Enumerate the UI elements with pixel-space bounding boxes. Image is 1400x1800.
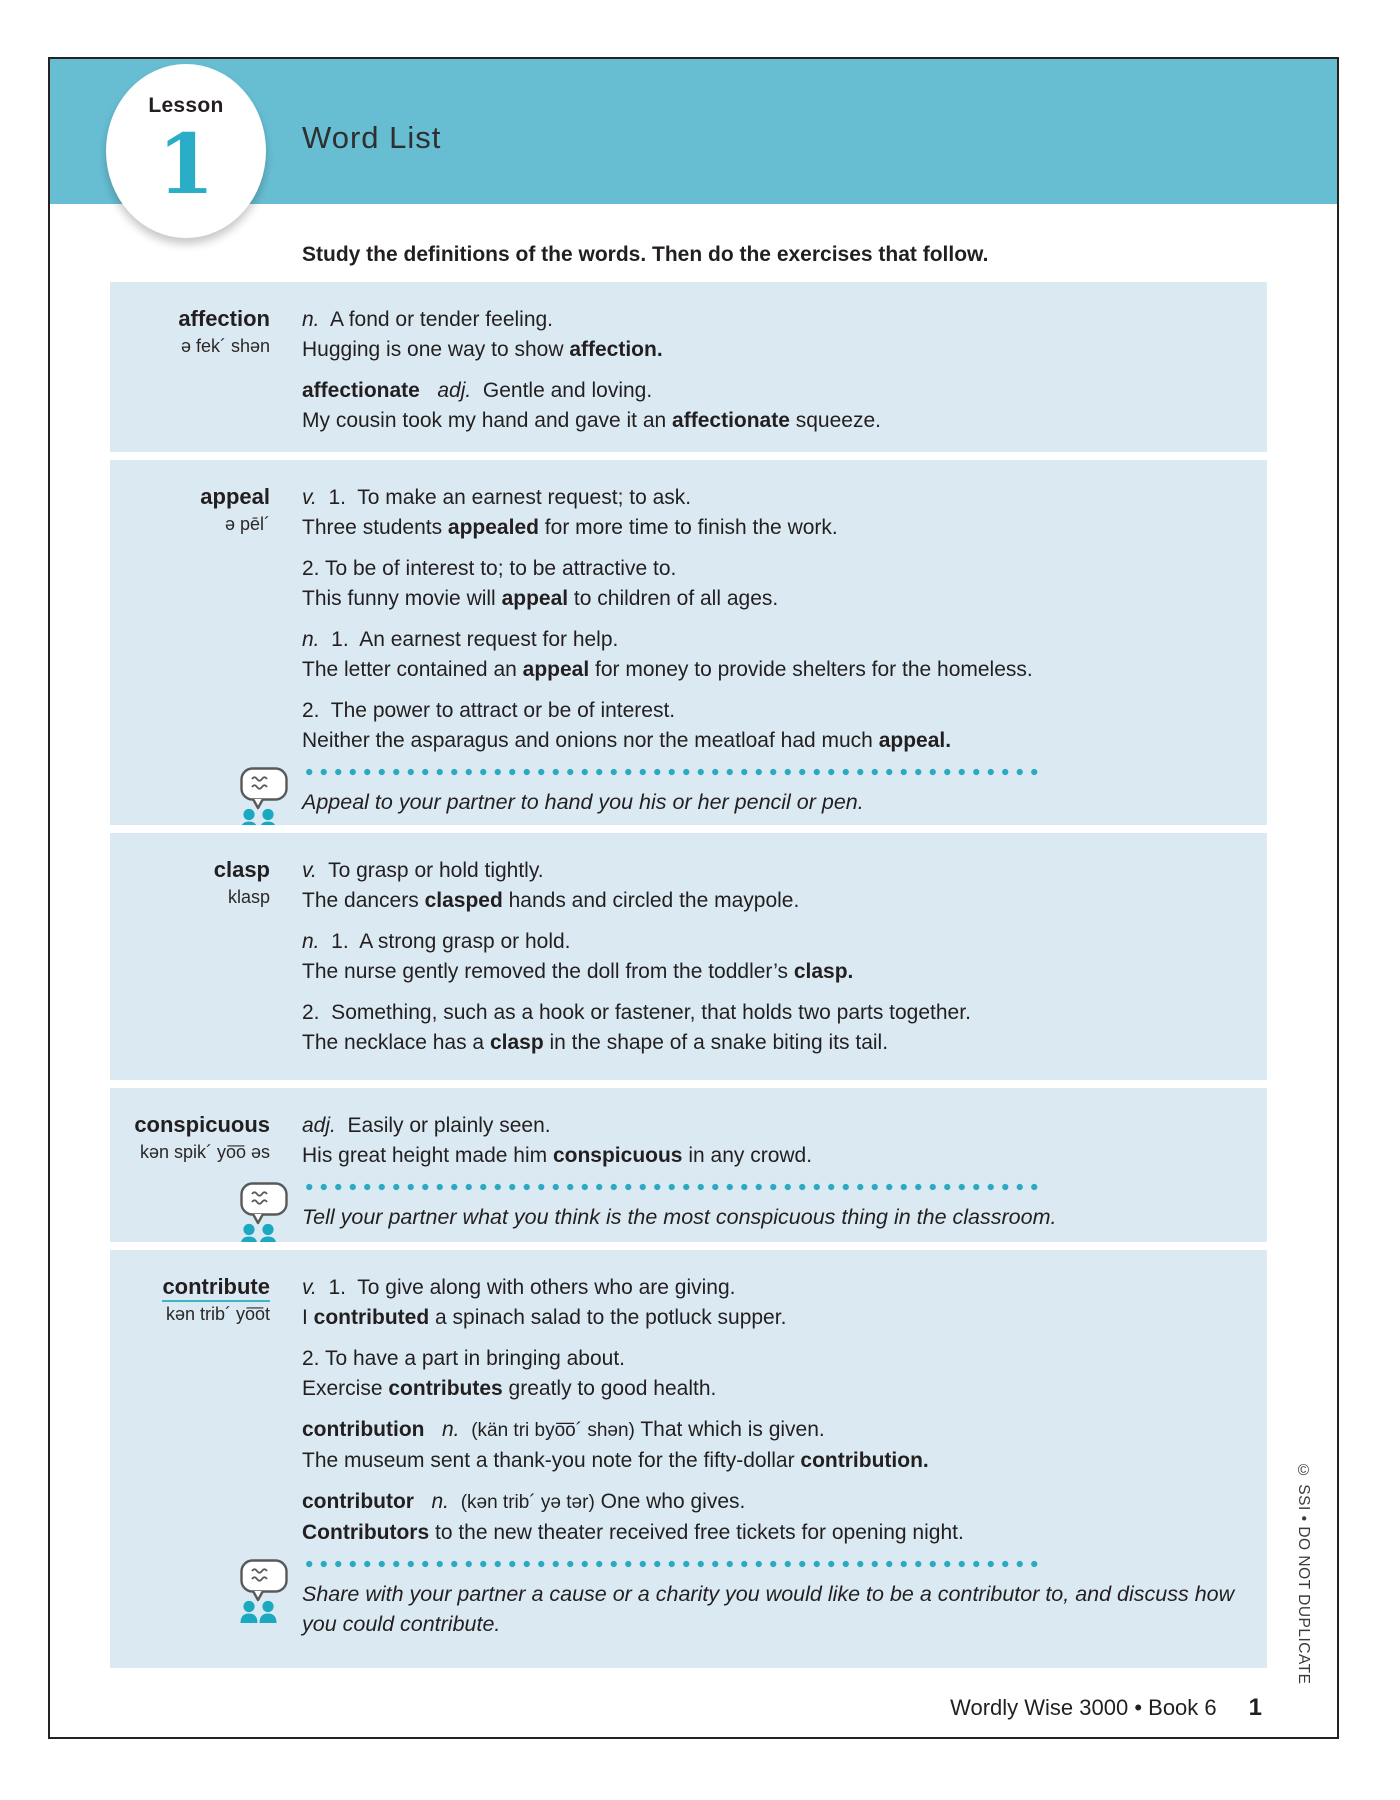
text-segment: n. [302,628,320,651]
text-segment: appeal. [878,729,952,752]
text-segment: contributed [313,1306,430,1329]
text-segment: Contributors [302,1521,430,1544]
text-segment: To grasp or hold tightly. [316,859,544,882]
entry-content [302,1250,1243,1653]
word-entry [110,282,1267,452]
text-segment: 1. A strong grasp or hold. [319,930,571,953]
pronunciation: kən trib´ yo͞ot [165,1304,270,1324]
partner-activity-text: Share with your partner a cause or a charity you would like to be a contributor to, and discuss how you could contribute. [302,1582,1235,1636]
text-segment: for more time to finish the work. [538,516,838,539]
dotted-separator [302,767,1040,777]
page-title: Word List [302,120,442,155]
headword: affection [178,306,270,331]
text-segment: greatly to good health. [502,1377,717,1400]
text-segment: appealed [447,516,539,539]
entry-content [302,460,1243,825]
definition-line [302,406,1243,436]
text-segment: in any crowd. [682,1144,813,1167]
partner-activity [302,767,1243,825]
text-segment: Exercise [302,1377,389,1400]
text-segment: Neither the asparagus and onions nor the meatloaf had much [302,729,879,752]
lesson-label: Lesson [148,94,224,117]
definition-paragraph [302,376,1243,436]
text-segment: to the new theater received free tickets for opening night. [429,1521,964,1544]
pronunciation: ə pēl´ [224,514,270,534]
text-segment: affection. [569,338,663,361]
headword [110,1273,270,1301]
text-segment: contributes [388,1377,503,1400]
text-segment: 1. To give along with others who are giving. [316,1276,736,1299]
headword-block [110,1111,270,1165]
definition-line [302,655,1243,685]
text-segment: The necklace has a [302,1031,490,1054]
text-segment: clasp [489,1031,544,1054]
definition-line [302,1344,1243,1374]
entry-content [302,282,1243,452]
headword-block [110,856,270,910]
headword: clasp [213,857,270,882]
text-segment: One who gives. [594,1490,746,1513]
text-segment [449,1490,461,1513]
definition-paragraph [302,1415,1243,1476]
definition-line [302,1415,1243,1446]
definition-line [302,927,1243,957]
partner-activity-text: Appeal to your partner to hand you his or her pencil or pen. [302,790,864,814]
text-segment: n. [442,1418,460,1441]
definition-line [302,1303,1243,1333]
text-segment: (kən trib´ yə tər) [460,1492,595,1513]
text-segment: v. [302,1276,317,1299]
text-segment: This funny movie will [302,587,502,610]
text-segment: affectionate [302,379,420,402]
text-segment: contributor [302,1490,414,1513]
headword-block [110,483,270,537]
headword-block [110,305,270,359]
text-segment: conspicuous [552,1144,683,1167]
definition-line [302,625,1243,655]
partner-discussion-icon [238,1559,290,1623]
text-segment: adj. [437,379,472,402]
text-segment: n. [431,1490,450,1513]
text-segment: 2. The power to attract or be of interest. [302,699,676,722]
word-entry [110,1088,1267,1242]
text-segment: squeeze. [789,409,881,432]
text-segment [424,1418,442,1441]
definition-line [302,335,1243,365]
text-segment: v. [302,486,317,509]
definition-paragraph [302,1344,1243,1404]
headword-underlined: contribute [162,1274,270,1302]
definition-paragraph [302,483,1243,543]
text-segment: His great height made him [302,1144,553,1167]
text-segment: (kän tri byo͞o´ shən) [471,1420,635,1441]
text-segment: contribution. [800,1449,929,1472]
text-segment: The nurse gently removed the doll from the toddler’s [302,960,794,983]
definition-line [302,998,1243,1028]
word-entry [110,833,1267,1080]
partner-discussion-icon [238,1182,290,1242]
definition-line [302,1446,1243,1476]
definition-line [302,696,1243,726]
text-segment: to children of all ages. [568,587,779,610]
pronunciation: ə fek´ shən [180,336,270,356]
text-segment: hands and circled the maypole. [502,889,800,912]
dotted-separator [302,1182,1040,1192]
definition-line [302,483,1243,513]
pronunciation: kən spik´ yo͞o əs [139,1142,270,1162]
definition-line [302,957,1243,987]
text-segment: 1. An earnest request for help. [319,628,619,651]
text-segment: appeal [501,587,569,610]
text-segment: 2. To have a part in bringing about. [302,1347,626,1370]
page-footer [950,1694,1262,1722]
definition-line [302,856,1243,886]
pronunciation: klasp [227,887,270,907]
partner-activity [302,1182,1243,1242]
text-segment: The dancers [302,889,425,912]
text-segment: Hugging is one way to show [302,338,570,361]
text-segment [414,1490,432,1513]
copyright-side-note: © SSI • DO NOT DUPLICATE [1295,1462,1312,1685]
word-entry [110,1250,1267,1668]
word-entry [110,460,1267,825]
entry-content [302,1088,1243,1242]
definition-line [302,376,1243,406]
text-segment [460,1418,472,1441]
definition-paragraph [302,696,1243,756]
text-segment: A fond or tender feeling. [319,308,554,331]
text-segment: 2. To be of interest to; to be attractive to. [302,557,677,580]
text-segment: v. [302,859,317,882]
definition-paragraph [302,927,1243,987]
text-segment: The museum sent a thank-you note for the fifty-dollar [302,1449,801,1472]
text-segment: That which is given. [634,1418,825,1441]
text-segment: adj. [302,1114,336,1137]
text-segment: 2. Something, such as a hook or fastener, that holds two parts together. [302,1001,971,1024]
text-segment: 1. To make an earnest request; to ask. [316,486,692,509]
text-segment: Three students [302,516,448,539]
page-number: 1 [1248,1694,1262,1721]
definition-paragraph [302,856,1243,916]
partner-activity [302,1559,1243,1639]
text-segment: Gentle and loving. [471,379,653,402]
definition-line [302,584,1243,614]
definition-line [302,886,1243,916]
text-segment: for money to provide shelters for the homeless. [589,658,1033,681]
lesson-badge [106,64,266,238]
text-segment: in the shape of a snake biting its tail. [543,1031,889,1054]
text-segment: The letter contained an [302,658,523,681]
definition-paragraph [302,625,1243,685]
text-segment: clasp. [793,960,854,983]
definition-paragraph [302,1111,1243,1171]
text-segment [420,379,438,402]
text-segment: Easily or plainly seen. [335,1114,551,1137]
text-segment: a spinach salad to the potluck supper. [429,1306,787,1329]
dotted-separator [302,1559,1040,1569]
headword-block [110,1273,270,1327]
instruction-text: Study the definitions of the words. Then do the exercises that follow. [302,243,989,266]
definition-paragraph [302,305,1243,365]
text-segment: n. [302,308,320,331]
definition-line [302,1141,1243,1171]
text-segment: I [302,1306,314,1329]
definition-line [302,1374,1243,1404]
definition-line [302,1518,1243,1548]
headword: conspicuous [134,1112,270,1137]
partner-activity-text: Tell your partner what you think is the most conspicuous thing in the classroom. [302,1205,1057,1229]
definition-line [302,1487,1243,1518]
text-segment: clasped [424,889,503,912]
entry-content [302,833,1243,1080]
text-segment: appeal [522,658,590,681]
text-segment: contribution [302,1418,425,1441]
definition-line [302,1028,1243,1058]
text-segment: n. [302,930,320,953]
partner-discussion-icon [238,767,290,825]
footer-book-title: Wordly Wise 3000 • Book 6 [950,1695,1217,1720]
text-segment: My cousin took my hand and gave it an [302,409,673,432]
text-segment: affectionate [672,409,790,432]
definition-line [302,1111,1243,1141]
definition-line [302,1273,1243,1303]
lesson-number: 1 [157,117,215,213]
definition-line [302,726,1243,756]
definition-line [302,513,1243,543]
definition-paragraph [302,998,1243,1058]
definition-paragraph [302,1487,1243,1548]
definition-line [302,554,1243,584]
definition-line [302,305,1243,335]
headword: appeal [200,484,270,509]
definition-paragraph [302,554,1243,614]
definition-paragraph [302,1273,1243,1333]
